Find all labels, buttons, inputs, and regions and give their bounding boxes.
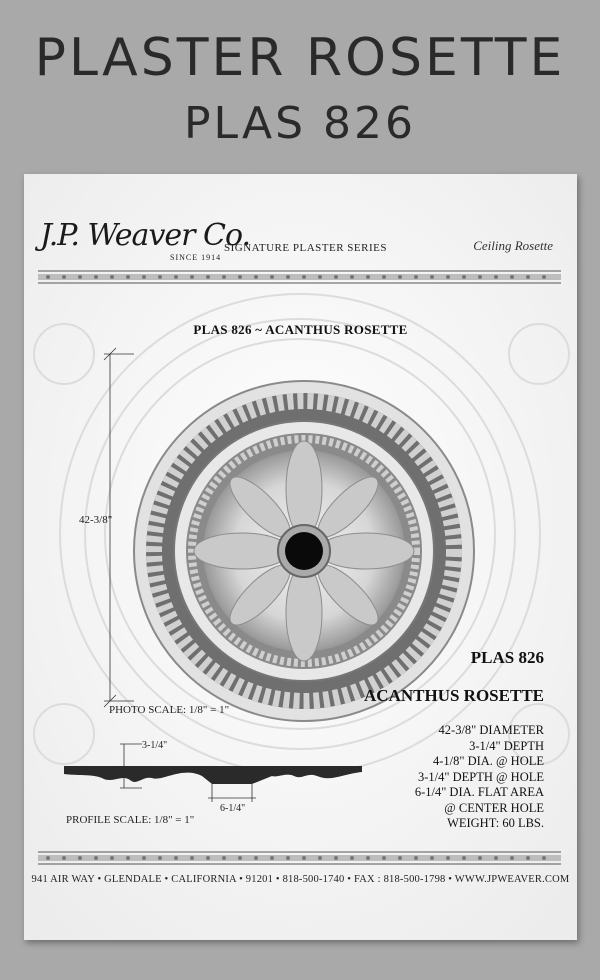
since-label: SINCE 1914	[170, 253, 222, 262]
product-name: ACANTHUS ROSETTE	[364, 686, 544, 705]
spec-line: 42-3/8" DIAMETER	[438, 723, 544, 737]
spec-line: 4-1/8" DIA. @ HOLE	[432, 754, 544, 768]
footer-contact: 941 AIR WAY • GLENDALE • CALIFORNIA • 91201 • 818-500-1740 • FAX : 818-500-1798 • WWW.JPWEAVER.COM	[31, 874, 570, 885]
page-heading: PLASTER ROSETTE	[34, 28, 566, 88]
spec-line: 3-1/4" DEPTH @ HOLE	[418, 769, 544, 784]
diameter-dimension-label: 42-3/8"	[79, 514, 113, 526]
profile-depth-label: 3-1/4"	[142, 740, 168, 751]
photo-scale-label: PHOTO SCALE: 1/8" = 1"	[109, 704, 230, 716]
decorative-border-bottom	[38, 851, 561, 865]
category-label: Ceiling Rosette	[473, 238, 553, 253]
product-code: PLAS 826	[470, 648, 544, 667]
page-subheading: PLAS 826	[183, 98, 417, 149]
profile-scale-label: PROFILE SCALE: 1/8" = 1"	[66, 814, 195, 826]
profile-flat-label: 6-1/4"	[220, 803, 246, 814]
company-logo: J.P. Weaver Co.	[40, 218, 251, 253]
series-label: SIGNATURE PLASTER SERIES	[224, 242, 387, 254]
spec-line: WEIGHT: 60 LBS.	[447, 816, 544, 830]
spec-list	[415, 723, 544, 832]
spec-line: 6-1/4" DIA. FLAT AREA	[414, 785, 544, 799]
profile-drawing	[62, 736, 382, 816]
rosette-image	[132, 379, 476, 723]
spec-line: @ CENTER HOLE	[444, 800, 544, 815]
spec-sheet	[24, 174, 577, 940]
spec-line: 3-1/4" DEPTH	[469, 738, 544, 753]
product-title: PLAS 826 ~ ACANTHUS ROSETTE	[193, 322, 408, 337]
